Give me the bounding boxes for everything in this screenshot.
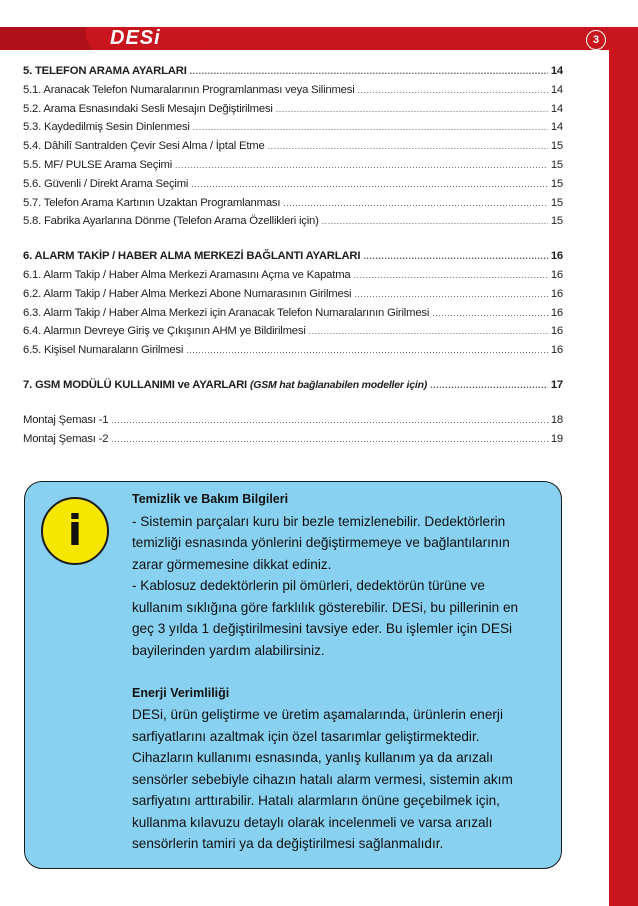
toc-entry[interactable] (23, 269, 563, 288)
toc-entry-title-text: Montaj Şeması -1 (23, 413, 109, 426)
toc-entry-title-text: 6.3. Alarm Takip / Haber Alma Merkezi için Aranacak Telefon Numaralarının Girilmesi (23, 306, 430, 319)
toc-entry-title-text: 6. ALARM TAKİP / HABER ALMA MERKEZİ BAĞLANTI AYARLARI (23, 250, 361, 263)
info-line: Cihazların kullanımı esnasında, yanlış kullanım ya da arızalı (132, 750, 494, 765)
toc-page-number: 15 (550, 177, 563, 190)
info-line: sarfiyatlarını azaltmak için özel tasarımlar geliştirmektedir. (132, 728, 480, 744)
toc-entry-title-text: 6.5. Kişisel Numaraların Girilmesi (23, 344, 184, 357)
toc-page-number: 19 (550, 432, 563, 445)
toc-leader-dots (283, 198, 548, 208)
toc-entry[interactable] (23, 103, 563, 122)
toc-leader-dots (358, 85, 548, 95)
info-line: sensörlerin tamiri ya da değiştirilmesi sağlanmalıdır. (132, 836, 444, 851)
toc-entry-title-text: 6.2. Alarm Takip / Haber Alma Merkezi Abone Numarasının Girilmesi (23, 287, 352, 300)
toc-page-number: 16 (550, 287, 563, 300)
toc-entry-title (23, 414, 108, 426)
info-icon (41, 497, 109, 565)
toc-leader-dots (432, 308, 548, 318)
toc-entry-title-text: 5.4. Dâhilî Santralden Çevir Sesi Alma / İptal Etme (23, 140, 265, 153)
toc-entry[interactable] (23, 344, 563, 363)
toc-leader-dots (354, 270, 548, 280)
page-number: 3 (586, 30, 606, 50)
toc-entry-title (23, 84, 355, 96)
toc-leader-dots (268, 141, 548, 151)
toc-entry-title (23, 288, 351, 300)
toc-entry-title (23, 325, 306, 337)
toc-leader-dots (193, 122, 548, 132)
toc-leader-dots (430, 380, 548, 390)
toc-entry-title-text: 5.5. MF/ PULSE Arama Seçimi (23, 158, 173, 171)
toc-entry-title (23, 197, 280, 209)
toc-page-number: 16 (550, 325, 563, 338)
info-line: geç 3 yılda 1 değiştirilmesini tavsiye eder. Bu işlemler için DESi (132, 621, 513, 636)
info-line: kullanma kılavuzu detaylı olarak incelenmeli ve varsa arızalı (132, 814, 493, 830)
toc-entry-title (23, 178, 188, 190)
info-line: sensörler sebebiyle cihazın hatalı alarm vermesi, sistemin akım (132, 771, 513, 787)
toc-page-number: 16 (550, 344, 563, 357)
toc-entry[interactable] (23, 325, 563, 344)
toc-entry-title-text: 6.4. Alarmın Devreye Giriş ve Çıkışının AHM ye Bildirilmesi (23, 325, 306, 338)
toc-entry-title-text: 5.3. Kaydedilmiş Sesin Dinlenmesi (23, 121, 190, 134)
toc-entry-title-text: 5.1. Aranacak Telefon Numaralarının Programlanması veya Silinmesi (23, 83, 355, 96)
toc-entry[interactable] (23, 288, 563, 307)
toc-gap (23, 234, 563, 250)
toc-entry[interactable] (23, 140, 563, 159)
toc-page-number: 15 (550, 158, 563, 171)
toc-leader-dots (191, 179, 548, 189)
toc-entry[interactable] (23, 121, 563, 140)
toc-page-number: 15 (550, 215, 563, 228)
toc-entry-title (23, 121, 190, 133)
toc-entry[interactable] (23, 215, 563, 234)
toc-entry-title (23, 215, 319, 227)
toc-entry-title (23, 307, 429, 319)
toc-entry-title-text: 5.6. Güvenli / Direkt Arama Seçimi (23, 177, 189, 190)
toc-page-number: 15 (550, 140, 563, 153)
toc-entry-title-text: Montaj Şeması -2 (23, 432, 109, 445)
toc-page-number: 14 (550, 102, 563, 115)
info-icon-glyph: i (67, 506, 83, 555)
info-line: - Sistemin parçaları kuru bir bezle temizlenebilir. Dedektörlerin (132, 513, 506, 529)
toc-entry-title-text: 5.2. Arama Esnasındaki Sesli Mesajın Değiştirilmesi (23, 102, 273, 115)
toc-entry-title (23, 65, 187, 77)
toc-entry[interactable] (23, 84, 563, 103)
toc-page-number: 16 (550, 268, 563, 281)
cleaning-heading: Temizlik ve Bakım Bilgileri (132, 492, 289, 506)
info-line: temizliği esnasında yönlerini değiştirmemeye ve bağlantılarının (132, 535, 510, 550)
toc-entry-title (23, 159, 172, 171)
toc-leader-dots (276, 104, 548, 114)
toc-entry[interactable] (23, 197, 563, 216)
toc-entry[interactable] (23, 250, 563, 269)
toc-page-number: 17 (550, 378, 563, 391)
toc-page-number: 14 (550, 65, 563, 77)
table-of-contents (23, 65, 563, 451)
toc-leader-dots (190, 66, 548, 76)
toc-page-number: 16 (550, 250, 563, 263)
info-line: zarar görmemesine dikkat ediniz. (132, 556, 332, 572)
toc-page-number: 16 (550, 306, 563, 319)
toc-entry-title-text: 5.8. Fabrika Ayarlarına Dönme (Telefon Arama Özellikleri için) (23, 215, 319, 228)
toc-entry-title (23, 140, 265, 152)
header-shade (0, 27, 92, 50)
toc-leader-dots (354, 289, 547, 299)
toc-entry-title-text: 5.7. Telefon Arama Kartının Uzaktan Programlanması (23, 196, 281, 209)
toc-entry-title-text: 6.1. Alarm Takip / Haber Alma Merkezi Aramasını Açma ve Kapatma (23, 268, 351, 281)
toc-entry-title (23, 379, 427, 391)
toc-leader-dots (309, 326, 548, 336)
toc-entry[interactable] (23, 307, 563, 326)
toc-entry-note: (GSM hat bağlanabilen modeller için) (249, 378, 428, 391)
info-line: kullanım sıklığına göre farklılık gösterebilir. DESi, bu pillerinin en (132, 599, 519, 615)
info-line: - Kablosuz dedektörlerin pil ömürleri, dedektörün türüne ve (132, 578, 485, 593)
info-line: DESi, ürün geliştirme ve üretim aşamalarında, ürünlerin enerji (132, 707, 503, 722)
toc-entry-title (23, 250, 360, 262)
toc-entry[interactable] (23, 414, 563, 433)
toc-leader-dots (111, 415, 548, 425)
right-side-stripe (609, 27, 638, 906)
toc-leader-dots (175, 160, 548, 170)
toc-entry[interactable] (23, 65, 563, 84)
toc-leader-dots (322, 216, 548, 226)
toc-entry-title-text: 7. GSM MODÜLÜ KULLANIMI ve AYARLARI (23, 378, 247, 391)
toc-leader-dots (363, 251, 548, 261)
toc-entry[interactable] (23, 178, 563, 197)
toc-entry[interactable] (23, 379, 563, 398)
toc-entry-title-text: 5. TELEFON ARAMA AYARLARI (23, 65, 187, 77)
toc-entry-title (23, 269, 351, 281)
toc-entry[interactable] (23, 159, 563, 178)
info-text (132, 489, 548, 855)
toc-page-number: 14 (550, 83, 563, 96)
toc-entry[interactable] (23, 433, 563, 452)
spacer (132, 661, 548, 683)
desi-logo: DESi (110, 27, 161, 49)
toc-page-number: 18 (550, 413, 563, 426)
toc-entry-title (23, 344, 183, 356)
toc-gap (23, 363, 563, 379)
toc-entry-title (23, 103, 273, 115)
toc-leader-dots (111, 434, 548, 444)
energy-heading: Enerji Verimliliği (132, 685, 230, 700)
info-line: bayilerinden yardım alabilirsiniz. (132, 642, 325, 658)
toc-page-number: 15 (550, 196, 563, 209)
info-line: sarfiyatını arttırabilir. Hatalı alarmların önüne geçebilmek için, (132, 793, 500, 808)
toc-leader-dots (186, 345, 548, 355)
toc-gap (23, 398, 563, 414)
toc-page-number: 14 (550, 121, 563, 134)
toc-entry-title (23, 433, 108, 445)
